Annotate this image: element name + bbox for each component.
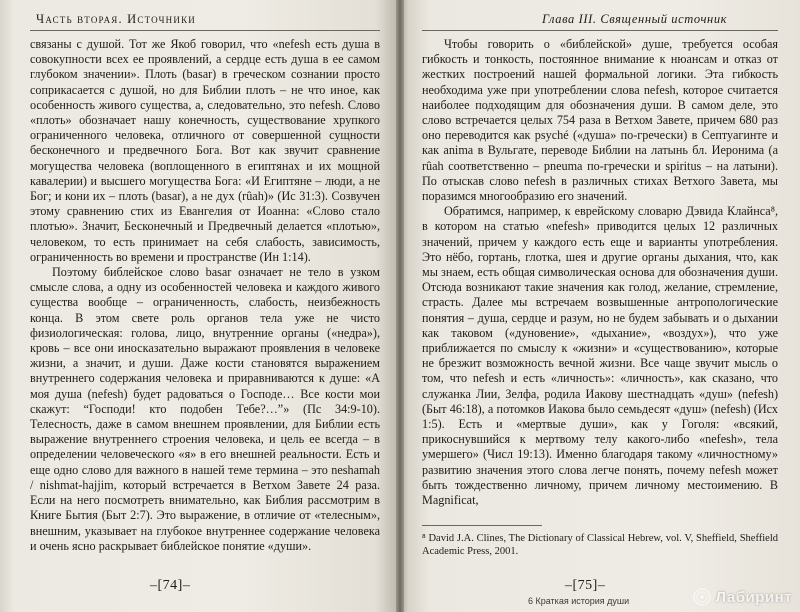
page-number-right: –[75]–: [565, 578, 606, 593]
right-paragraph-1: Чтобы говорить о «библейской» душе, требуется особая гибкость и тонкость, постоянное внимание к нюансам и отказ от жестких построений нашей формальной логики. Эта гибкость необходима уже при употреблении слова nefesh, которое считается наиболее подходящим для обозначения души. В самом деле, это слово встречается целых 754 раза в Ветхом Завете, причем 680 раз оно переводится как psyché («душа» по-гречески) в Септуагинте и как anima в Вульгате, переводе Библии на латынь бл. Иеронима (а rûah соответственно – pneuma по-гречески и spiritus – на латыни). По отыскав слово nefesh в различных стихах Ветхого Завета, мы поразимся многообразию его значений.: [422, 37, 778, 204]
book-gutter: [396, 0, 404, 612]
running-head-left: Часть вторая. Источники: [30, 12, 380, 31]
page-number-left: –[74]–: [150, 578, 191, 593]
left-paragraph-2: Поэтому библейское слово basar означает не тело в узком смысле слова, а одну из особенностей человека и каждого живого существа вообще – ограниченность, слабость, неизбежность конца. В этом свете роль органов тела уже не чисто физиологическая: голова, лицо, внутренние органы («недра»), кровь – все они иносказательно выражают проявления в человеке жизни, а значит, и души. Даже кости становятся выражением внутреннего содержания человека и приравниваются к душе: «А моя душа (nefesh) будет радоваться о Господе… Все кости мои скажут: “Господи! кто подобен Тебе?…”» (Пс 34:9-10). Телесность, даже в самом внешнем проявлении, для Библии есть выражение внутреннего строения человека, и цель ее всегда – в определении человеческого «я» в его внешней реальности. Есть и еще одно слово для важного в нашей теме термина – это neshamah / nishmat-hajjim, который встречается в Ветхом Завете 24 раза. Если на него посмотреть внимательно, как Библия рассмотрим в Книге Бытия (Быт 2:7). Это выражение, в отличие от «телесным», внешним, указывает на глубокое внутреннее содержание человека и очень ясно раскрывает библейское понятие «души».: [30, 265, 380, 553]
watermark: [693, 588, 792, 606]
footnote: ⁸ David J.A. Clines, The Dictionary of Classical Hebrew, vol. V, Sheffield, Sheffield Academic Press, 2001.: [422, 533, 778, 557]
labyrinth-logo-icon: [693, 588, 711, 606]
left-paragraph-1: связаны с душой. Тот же Якоб говорил, что «nefesh есть душа в совокупности всех ее проявлений, а сердце есть душа в ее самом глубоком значении». Плоть (basar) в греческом сознании просто соприкасается с душой, но для Библии плоть – не что иное, как особенность живого существа, а, следовательно, это nefesh. Слово «плоть» обозначает нашу конечность, существование хрупкого ограниченного человека, отличного от совершенной сущности бесконечного и предвечного Бога. Вот как звучит сравнение могущества человека (воплощенного в египтянах и их мощной кавалерии) и высшего могущества Бога: «И Египтяне – люди, а не Бог; и кони их – плоть (basar), а не дух (rûah)» (Ис 31:3). Созвучен этому сравнению стих из Евангелия от Иоанна: «Слово стало плотью». Значит, Бесконечный и Предвечный делается «плотью», человеком, то есть принимает на себя слабость, зависимость, ограниченность во времени и пространстве (Ин 1:14).: [30, 37, 380, 264]
right-paragraph-2: Обратимся, например, к еврейскому словарю Дэвида Клайнса⁸, в котором на статью «nefesh» приводится целых 12 различных значений, причем у каждого есть еще и варианты употребления. Это нёбо, гортань, глотка, шея и другие органы дыхания, что, как мы знаем, есть общая символическая основа для обозначения души. Отсюда возникают такие значения как голод, желание, стремление, страсть. Далее мы встречаем возвышенные антропологические понятия – душа, сердце и разум, но не будем забывать и о дыхании как таковом («дуновение», «дыхание», «воздух»), что уже приближается по смыслу к «жизни» и «существованию», которые не брезжит возможность вечной жизни. Все чаще звучит мысль о том, что nefesh и есть «личность»: «личность», как сказано, что служанка Лии, Зелфа, родила Иакову шестнадцать «душ» (nefesh) (Быт 46:18), а потомков Иакова было семьдесят «душ» (nefesh) (Исх 1:5). Есть и «мертвые души», как у Гоголя: «всякий, прикоснувшийся к мертвому телу какого-либо «nefesh», тела умершего» (Числ 19:13). Именно благодаря такому «личностному» развитию значения этого слова легче понять, почему nefesh может быть тождественно личному, причем личному местоимению. В Magnificat,: [422, 204, 778, 508]
bottom-signature-line: 6 Краткая история души: [528, 596, 630, 606]
right-page: [400, 0, 800, 612]
running-head-right: Глава III. Священный источник: [422, 12, 778, 31]
footnote-divider: [422, 525, 542, 526]
watermark-label: Лабиринт: [715, 588, 792, 606]
